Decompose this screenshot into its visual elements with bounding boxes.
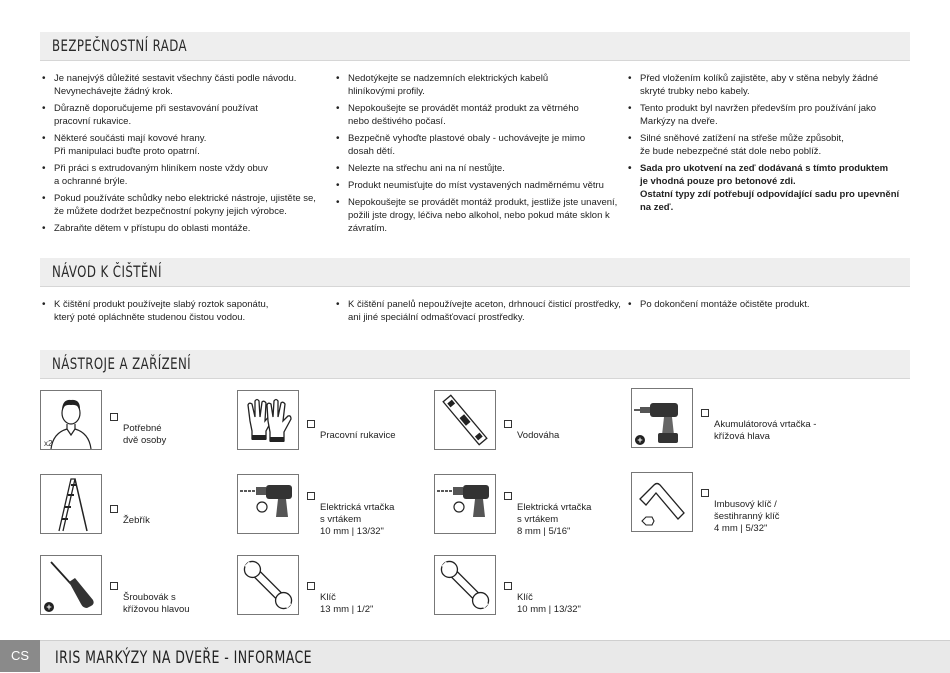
cleaning-column-2: [336, 298, 626, 328]
tool-label-level: Vodováha: [504, 418, 559, 442]
footer-bar: [40, 640, 950, 673]
safety-column-2: [336, 72, 621, 239]
footer-title: IRIS MARKÝZY NA DVEŘE - INFORMACE: [55, 648, 312, 668]
safety-item: • Některé součásti mají kovové hrany. Při manipulaci buďte proto opatrní.: [42, 132, 327, 158]
cleaning-column-1: [42, 298, 327, 328]
tool-person-box: [40, 390, 102, 450]
cleaning-column-3: [628, 298, 913, 315]
safety-item: • Produkt neumisťujte do míst vystavených nadměrnému větru: [336, 179, 621, 192]
safety-column-1: [42, 72, 327, 239]
tool-label-screwdriver: Šroubovák s křížovou hlavou: [110, 580, 190, 616]
safety-item: • Při práci s extrudovaným hliníkem noste vždy obuv a ochranné brýle.: [42, 162, 327, 188]
safety-title: BEZPEČNOSTNÍ RADA: [52, 36, 187, 55]
checkbox-icon[interactable]: [110, 413, 118, 421]
safety-item: • Pokud používáte schůdky nebo elektrické nástroje, ujistěte se, že můžete dodržet bezpečnostní pokyny jejich výrobce.: [42, 192, 327, 218]
checkbox-icon[interactable]: [307, 582, 315, 590]
checkbox-icon[interactable]: [701, 409, 709, 417]
tool-allen-key-box: [631, 472, 693, 532]
tool-drill-8-box: [434, 474, 496, 534]
tool-ladder-box: [40, 474, 102, 534]
wrench-icon: [435, 556, 495, 614]
tool-label-ladder: Žebřík: [110, 503, 150, 527]
safety-header: [40, 32, 910, 61]
cleaning-title: NÁVOD K ČIŠTĚNÍ: [52, 262, 162, 281]
safety-item: • Důrazně doporučujeme při sestavování používat pracovní rukavice.: [42, 102, 327, 128]
checkbox-icon[interactable]: [307, 492, 315, 500]
safety-item: • Bezpečně vyhoďte plastové obaly - uchovávejte je mimo dosah dětí.: [336, 132, 621, 158]
plus-badge: +: [635, 435, 645, 445]
safety-item: • Zabraňte dětem v přístupu do oblasti montáže.: [42, 222, 327, 235]
tool-wrench-10-box: [434, 555, 496, 615]
safety-item: • Nedotýkejte se nadzemních elektrických kabelů hliníkovými profily.: [336, 72, 621, 98]
cleaning-item: • K čištění panelů nepoužívejte aceton, drhnoucí čisticí prostředky, ani jiné speciální odmašťovací prostředky.: [336, 298, 626, 324]
safety-item: • Tento produkt byl navržen především pro používání jako Markýzy na dveře.: [628, 102, 913, 128]
safety-column-3: [628, 72, 913, 218]
tool-label-allen-key: Imbusový klíč / šestihranný klíč 4 mm | 5/32": [701, 487, 779, 535]
safety-item: • Nepokoušejte se provádět montáž produkt za větrného nebo deštivého počasí.: [336, 102, 621, 128]
spirit-level-icon: [435, 391, 495, 449]
persons-count-note: x2: [44, 439, 53, 448]
language-badge: CS: [0, 640, 40, 672]
tools-header: [40, 350, 910, 379]
tool-label-drill-10: Elektrická vrtačka s vrtákem 10 mm | 13/32": [307, 490, 394, 538]
safety-item: • Před vložením kolíků zajistěte, aby v stěna nebyly žádné skryté trubky nebo kabely.: [628, 72, 913, 98]
checkbox-icon[interactable]: [110, 582, 118, 590]
electric-drill-icon: [238, 475, 298, 533]
checkbox-icon[interactable]: [701, 489, 709, 497]
allen-key-icon: [632, 473, 692, 531]
tool-wrench-13-box: [237, 555, 299, 615]
cleaning-header: [40, 258, 910, 287]
checkbox-icon[interactable]: [110, 505, 118, 513]
tool-label-cordless-drill: Akumulátorová vrtačka - křížová hlava: [701, 407, 816, 443]
plus-badge: +: [44, 602, 54, 612]
safety-item: • Silné sněhové zatížení na střeše může způsobit, že bude nebezpečné stát dole nebo poblíž.: [628, 132, 913, 158]
checkbox-icon[interactable]: [504, 492, 512, 500]
electric-drill-icon: [435, 475, 495, 533]
tool-label-gloves: Pracovní rukavice: [307, 418, 396, 442]
tool-label-persons: Potřebné dvě osoby: [110, 411, 166, 447]
safety-item: • Nepokoušejte se provádět montáž produkt, jestliže jste unavení, požili jste drogy, léčiva nebo alkohol, nebo pokud máte sklon k závratím.: [336, 196, 621, 235]
safety-item: • Je nanejvýš důležité sestavit všechny části podle návodu. Nevynechávejte žádný krok.: [42, 72, 327, 98]
tool-cordless-drill-box: [631, 388, 693, 448]
work-gloves-icon: [238, 391, 298, 449]
safety-item-warning: • Sada pro ukotvení na zeď dodávaná s tímto produktem je vhodná pouze pro betonové zdi. Ostatní typy zdí potřebují odpovídající sadu pro upevnění na zeď.: [628, 162, 913, 214]
tool-drill-10-box: [237, 474, 299, 534]
cleaning-item: • K čištění produkt používejte slabý roztok saponátu, který poté opláchněte studenou čistou vodou.: [42, 298, 327, 324]
checkbox-icon[interactable]: [307, 420, 315, 428]
cleaning-item: • Po dokončení montáže očistěte produkt.: [628, 298, 913, 311]
safety-item: • Nelezte na střechu ani na ní nestůjte.: [336, 162, 621, 175]
tool-gloves-box: [237, 390, 299, 450]
tool-label-wrench-13: Klíč 13 mm | 1/2": [307, 580, 373, 616]
tool-label-wrench-10: Klíč 10 mm | 13/32": [504, 580, 581, 616]
ladder-icon: [41, 475, 101, 533]
checkbox-icon[interactable]: [504, 420, 512, 428]
wrench-icon: [238, 556, 298, 614]
tool-screwdriver-box: [40, 555, 102, 615]
tools-title: NÁSTROJE A ZAŘÍZENÍ: [52, 354, 192, 373]
tool-level-box: [434, 390, 496, 450]
checkbox-icon[interactable]: [504, 582, 512, 590]
tool-label-drill-8: Elektrická vrtačka s vrtákem 8 mm | 5/16": [504, 490, 591, 538]
